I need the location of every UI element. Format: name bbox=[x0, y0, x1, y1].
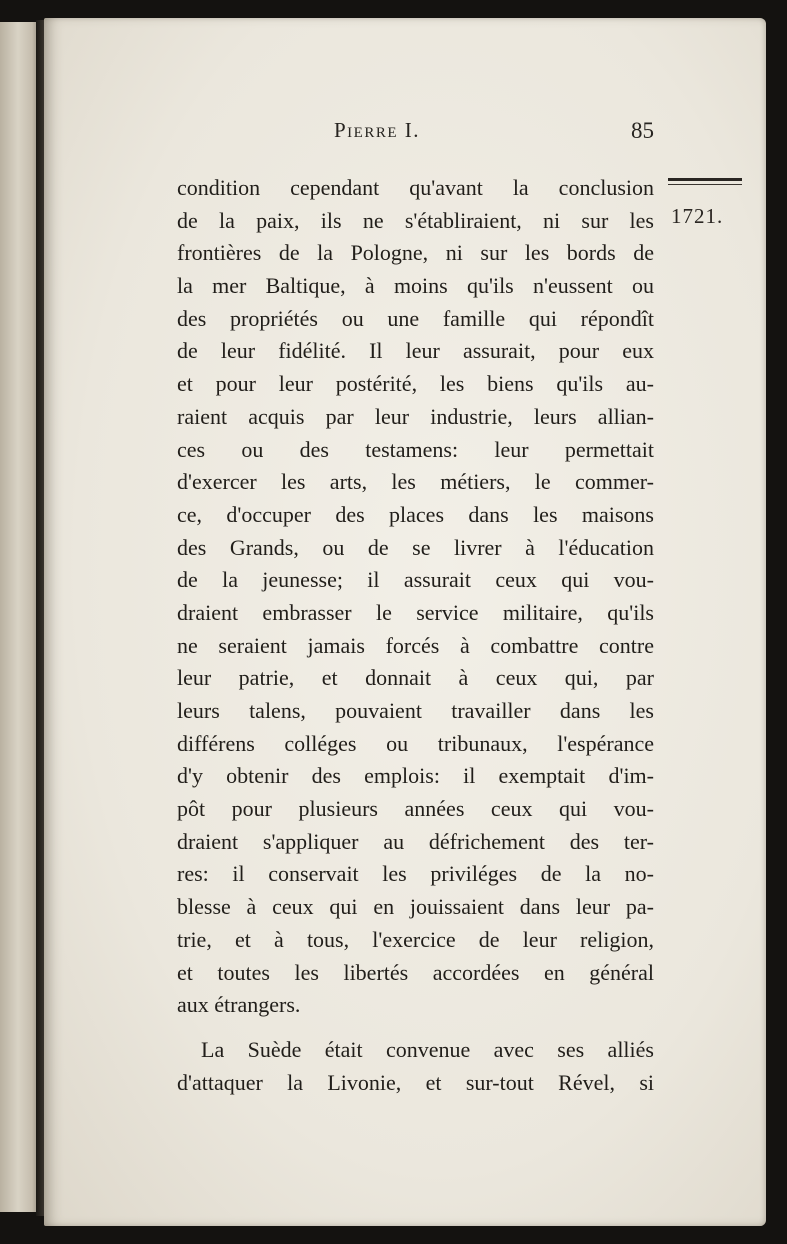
text-line: trie, et à tous, l'exercice de leur religion, bbox=[177, 926, 654, 952]
text-line: leurs talens, pouvaient travailler dans les bbox=[177, 698, 654, 723]
margin-year-note: 1721. bbox=[671, 204, 724, 228]
text-line: draient embrasser le service militaire, qu'ils bbox=[177, 599, 654, 625]
book-page bbox=[44, 18, 766, 1226]
text-line: d'y obtenir des emplois: il exemptait d'im- bbox=[177, 763, 654, 789]
text-line: des Grands, ou de se livrer à l'éducation bbox=[177, 534, 654, 560]
text-line: et toutes les libertés accordées en général bbox=[177, 959, 654, 985]
text-line: draient s'appliquer au défrichement des ter- bbox=[177, 828, 654, 854]
text-line: d'attaquer la Livonie, et sur-tout Rével, si bbox=[177, 1069, 654, 1095]
text-line: la mer Baltique, à moins qu'ils n'eussent ou bbox=[177, 273, 654, 299]
text-line: et pour leur postérité, les biens qu'ils au- bbox=[177, 371, 654, 397]
text-line: de leur fidélité. Il leur assurait, pour eux bbox=[177, 338, 654, 364]
text-line: de la jeunesse; il assurait ceux qui vou- bbox=[177, 567, 654, 593]
paragraph bbox=[177, 1034, 654, 1099]
page-header bbox=[334, 118, 654, 152]
text-line: condition cependant qu'avant la conclusion bbox=[177, 175, 654, 200]
body-text bbox=[177, 172, 654, 1099]
text-line: La Suède était convenue avec ses alliés bbox=[201, 1036, 654, 1062]
text-line: ne seraient jamais forcés à combattre contre bbox=[177, 632, 654, 658]
text-line: des propriétés ou une famille qui répondît bbox=[177, 305, 654, 331]
text-line: raient acquis par leur industrie, leurs allian- bbox=[177, 403, 654, 429]
previous-page-edge bbox=[0, 22, 40, 1212]
text-line: d'exercer les arts, les métiers, le commer- bbox=[177, 469, 654, 495]
margin-double-rule bbox=[668, 178, 742, 186]
paragraph bbox=[177, 172, 654, 1022]
running-head: Pierre I. bbox=[334, 118, 421, 142]
text-line: aux étrangers. bbox=[177, 992, 301, 1018]
page-number: 85 bbox=[631, 118, 654, 143]
paragraph-gap bbox=[177, 1022, 654, 1034]
text-line: pôt pour plusieurs années ceux qui vou- bbox=[177, 796, 654, 822]
text-line: blesse à ceux qui en jouissaient dans leur pa- bbox=[177, 894, 654, 920]
text-line: ce, d'occuper des places dans les maisons bbox=[177, 501, 654, 527]
text-line: différens colléges ou tribunaux, l'espérance bbox=[177, 730, 654, 756]
text-line: de la paix, ils ne s'établiraient, ni sur les bbox=[177, 207, 654, 233]
margin-rule-thick bbox=[668, 178, 742, 181]
text-line: frontières de la Pologne, ni sur les bords de bbox=[177, 240, 654, 266]
text-line: leur patrie, et donnait à ceux qui, par bbox=[177, 665, 654, 691]
margin-rule-thin bbox=[668, 184, 742, 185]
text-line: res: il conservait les priviléges de la no- bbox=[177, 861, 654, 887]
text-line: ces ou des testamens: leur permettait bbox=[177, 436, 654, 462]
